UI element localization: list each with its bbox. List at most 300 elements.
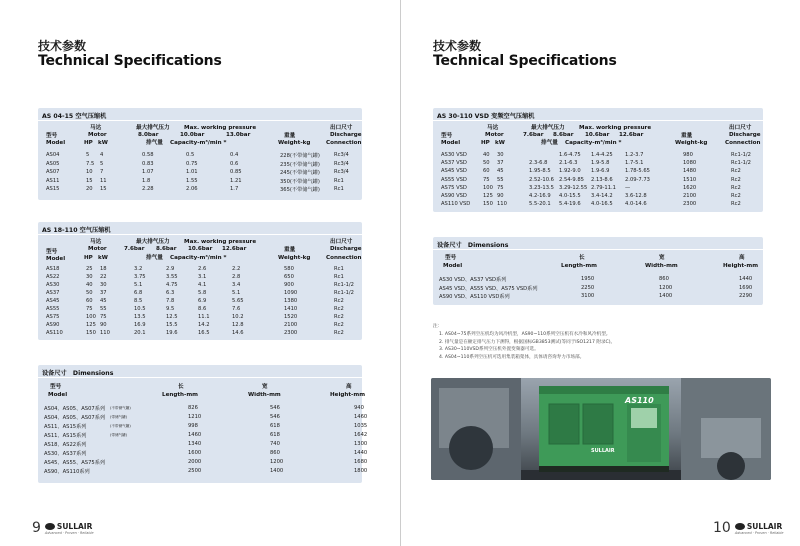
table-cell: 30 (497, 152, 504, 158)
table-row (38, 423, 368, 431)
table-row (38, 459, 368, 467)
brand-name: SULLAIR (56, 521, 93, 531)
table-cell: 3.2 (134, 266, 143, 272)
table-row (38, 290, 362, 298)
table-row (38, 152, 362, 160)
table-cell: 1480 (683, 168, 697, 175)
table-cell: 125 (483, 193, 493, 199)
brand-tagline: Advanced · Proven · Reliable (44, 530, 94, 535)
capacity-en: Capacity-m³/min * (170, 140, 227, 146)
pressure-zh: 最大排气压力 (136, 125, 170, 131)
table-cell: 13.5 (134, 314, 146, 320)
table-title: AS 30-110 VSD 变频空气压缩机 (433, 108, 763, 121)
table-cell: AS15 (46, 186, 60, 192)
table-cell: 1950 (581, 276, 595, 282)
table-row (433, 168, 763, 176)
table-cell: 4 (100, 152, 104, 158)
table-cell: 60 (483, 168, 490, 175)
weight-zh: 重量 (284, 247, 296, 253)
footnotes (433, 323, 763, 362)
table-cell: 5.1 (134, 282, 143, 288)
table-cell: 90 (100, 322, 107, 328)
table-cell: 40 (483, 152, 490, 158)
footnote-line: 注： (433, 324, 443, 329)
table-cell: 1.7 (230, 186, 239, 192)
table-cell: 940 (354, 405, 364, 411)
table-cell: 7 (100, 169, 104, 175)
table-cell: 3.6-12.8 (625, 193, 647, 199)
table-cell: Rc2 (334, 306, 344, 312)
table-cell: 826 (188, 405, 198, 411)
table-cell: AS04、AS05、AS07系列 (44, 415, 106, 421)
table-row (433, 185, 763, 193)
compressor-illustration (431, 378, 771, 480)
table-cell: AS45 (46, 298, 60, 304)
table-cell: 125 (86, 322, 96, 328)
weight-zh: 重量 (681, 133, 693, 139)
table-cell: 5.4-19.6 (559, 201, 581, 208)
table-row (433, 285, 763, 293)
model-en: Model (46, 256, 66, 262)
table-row (38, 432, 368, 440)
table-cell: 2500 (188, 468, 202, 474)
table-cell: 1460 (188, 432, 202, 438)
table-row (38, 414, 368, 422)
table-cell: 0.4 (230, 152, 239, 158)
discharge-zh: 出口尺寸 (330, 239, 353, 245)
model-en: Model (443, 263, 463, 269)
pressure-en: Max. working pressure (579, 125, 652, 131)
table-cell: 7.8 (166, 298, 175, 304)
table-row (433, 276, 763, 284)
table-cell: 1690 (739, 284, 753, 291)
table-cell: AS18 (46, 266, 60, 272)
table-cell: 228(不带储气罐) (280, 153, 320, 159)
table-row (433, 160, 763, 168)
table-cell: 100 (483, 184, 493, 191)
width-en: Width-mm (248, 392, 281, 398)
hp-header: HP (84, 255, 93, 261)
table-cell: 110 (497, 201, 507, 208)
table-cell: 75 (497, 184, 504, 191)
table-row (38, 450, 368, 458)
p2-header: 8.6bar (553, 132, 574, 138)
kw-header: kW (495, 140, 505, 146)
table-cell: Rc1 (334, 274, 344, 280)
table-cell: 10.5 (134, 306, 146, 312)
table-cell: 1300 (354, 441, 368, 447)
table-cell: AS37 (46, 290, 60, 296)
spec-table-as04-15 (38, 108, 362, 200)
connection-en: Connection (725, 140, 761, 146)
table-row (38, 178, 362, 186)
table-cell: 0.5 (186, 152, 195, 158)
footnote-line: 1. AS04~75系列空压机均为风冷机型，AS90~110系列空压机有水冷和风冷机型。 (439, 331, 611, 337)
table-cell: 4.0-15.5 (559, 193, 581, 199)
table-cell: 1.95-8.5 (529, 168, 551, 175)
machine-model-label: AS110 (625, 396, 654, 405)
table-title: 设备尺寸 Dimensions (38, 365, 362, 378)
table-cell: 110 (100, 330, 110, 336)
table-cell: 4.0-14.6 (625, 201, 647, 208)
table-row (38, 405, 362, 413)
table-cell: 580 (284, 266, 294, 272)
table-cell: AS90、AS110系列 (44, 469, 90, 475)
table-cell: 6.3 (166, 290, 175, 296)
table-cell: 1035 (354, 423, 368, 429)
model-zh: 型号 (441, 133, 453, 139)
page-number: 10 (713, 520, 731, 536)
weight-en: Weight-kg (278, 140, 311, 146)
table-cell: 1.78-5.65 (625, 168, 650, 175)
table-cell: 15.5 (166, 322, 178, 328)
height-zh: 高 (739, 255, 745, 261)
table-title: 设备尺寸 Dimensions (433, 237, 763, 250)
brand-tagline: Advanced · Proven · Reliable (734, 530, 784, 535)
footer (32, 520, 94, 536)
table-cell: Rc2 (334, 322, 344, 328)
table-row (38, 186, 362, 194)
table-cell: AS90 (46, 322, 60, 328)
table-cell: AS75 VSD (441, 184, 467, 191)
table-cell: AS04、AS05、AS07系列 (44, 406, 106, 412)
table-cell: — (625, 184, 631, 191)
table-cell: AS11、AS15系列 (44, 433, 87, 439)
table-cell: 980 (683, 152, 693, 158)
table-cell: 75 (86, 306, 93, 312)
table-row (433, 201, 763, 209)
table-cell: 50 (483, 160, 490, 167)
connection-en: Connection (326, 140, 362, 146)
table-cell: 5.65 (232, 298, 244, 304)
table-row (38, 161, 362, 169)
table-cell: 2.79-11.1 (591, 184, 616, 191)
table-cell: 8.5 (134, 298, 143, 304)
table-cell: AS30 (46, 282, 60, 288)
table-row (38, 322, 362, 330)
table-cell: 22 (100, 274, 107, 280)
table-row (38, 298, 362, 306)
table-cell: 2100 (284, 322, 298, 328)
table-cell: 1440 (739, 276, 753, 282)
table-cell: AS55 (46, 306, 60, 312)
page-number: 9 (32, 520, 41, 536)
table-cell: 4.75 (166, 282, 178, 288)
table-cell: 5.1 (232, 290, 241, 296)
table-cell: 45 (497, 168, 504, 175)
spec-table-as18-110 (38, 222, 362, 340)
table-cell: AS30 VSD (441, 152, 467, 158)
table-cell: 14.2 (198, 322, 210, 328)
table-cell: Rc1 (334, 186, 344, 192)
table-cell: 12.8 (232, 322, 244, 328)
table-cell: AS110 VSD (441, 201, 471, 208)
table-cell: Rc1-1/2 (334, 290, 354, 296)
table-cell: 2.52-10.6 (529, 176, 554, 183)
table-cell: Rc2 (731, 193, 741, 199)
table-cell: 1400 (659, 293, 673, 299)
table-cell: 1.07 (142, 169, 154, 175)
p4-header: 12.6bar (222, 246, 247, 252)
table-cell: AS75 (46, 314, 60, 320)
table-cell: AS22 (46, 274, 60, 280)
table-cell: 3.4 (232, 282, 241, 288)
logo-mark-icon (735, 523, 745, 530)
footer (713, 520, 783, 536)
discharge-zh: 出口尺寸 (729, 125, 752, 131)
table-cell: 16.5 (198, 330, 210, 336)
table-cell: 2.3-6.8 (529, 160, 548, 167)
table-cell: 1.01 (186, 169, 198, 175)
table-cell: 7.6 (232, 306, 241, 312)
table-cell: 2.1-6.3 (559, 160, 578, 167)
table-cell: 25 (86, 266, 93, 272)
hp-header: HP (481, 140, 490, 146)
table-cell: 1.21 (230, 177, 242, 184)
table-row (38, 441, 368, 449)
pressure-zh: 最大排气压力 (136, 239, 170, 245)
table-cell: 2.9 (166, 266, 175, 272)
p3-header: 10.6bar (188, 246, 213, 252)
sullair-logo (735, 522, 784, 535)
table-cell: 740 (270, 441, 280, 447)
height-en: Height-mm (723, 263, 759, 269)
table-cell: 1620 (683, 184, 697, 191)
length-en: Length-mm (561, 263, 597, 269)
table-cell: AS55 VSD (441, 176, 467, 183)
table-row (38, 314, 362, 322)
p2-header: 10.0bar (180, 132, 205, 138)
table-cell: 45 (100, 298, 107, 304)
discharge-en: Discharge (330, 246, 362, 252)
table-cell: Rc2 (731, 168, 741, 175)
discharge-en: Discharge (729, 132, 761, 138)
table-cell: 1200 (270, 459, 284, 465)
capacity-zh: 排气量 (146, 140, 163, 146)
table-cell: 1400 (270, 468, 284, 474)
table-cell: 1.7-5.1 (625, 160, 644, 167)
table-cell: 0.85 (230, 169, 242, 175)
table-cell: 1.4-4.25 (591, 152, 613, 158)
table-cell: Rc3/4 (334, 160, 349, 167)
table-cell: 20 (86, 186, 93, 192)
table-cell: 3.29-12.55 (559, 184, 588, 191)
table-cell: 5 (86, 152, 90, 158)
table-cell: 8.6 (198, 306, 207, 312)
length-zh: 长 (178, 384, 184, 390)
table-row (433, 193, 763, 201)
table-cell: 4.1 (198, 282, 207, 288)
model-en: Model (46, 140, 66, 146)
table-cell: 1410 (284, 306, 298, 312)
table-cell: 20.1 (134, 330, 146, 336)
capacity-zh: 排气量 (541, 140, 558, 146)
table-cell: 860 (659, 276, 669, 282)
table-cell: 245(不带储气罐) (280, 170, 320, 176)
spec-table-vsd (433, 108, 763, 212)
table-cell: 2290 (739, 293, 753, 299)
table-cell: 2.13-8.6 (591, 176, 613, 183)
p3-header: 13.0bar (226, 132, 251, 138)
compressor-photo (431, 378, 771, 480)
table-cell: 0.75 (186, 160, 198, 167)
table-cell: 5 (100, 160, 104, 167)
table-cell: 1800 (354, 468, 368, 474)
table-cell: 55 (100, 306, 107, 312)
table-cell: AS90 VSD、AS110 VSD系列 (439, 294, 510, 300)
table-cell: Rc1 (334, 177, 344, 184)
table-cell: Rc3/4 (334, 152, 349, 158)
table-cell: 2.8 (232, 274, 241, 280)
table-row (38, 169, 362, 177)
p4-header: 12.6bar (619, 132, 644, 138)
table-cell: 2.6 (198, 266, 207, 272)
motor-zh: 马达 (487, 125, 499, 131)
table-cell: 6.9 (198, 298, 207, 304)
table-cell: Rc1-1/2 (731, 160, 751, 167)
table-cell: 3100 (581, 293, 595, 299)
footnote-line: 3. AS30~110VSD系列空压机外置变频器可选。 (439, 347, 539, 353)
table-row (38, 330, 362, 338)
table-cell: 3.23-13.5 (529, 184, 554, 191)
p2-header: 8.6bar (156, 246, 177, 252)
table-cell: Rc1 (334, 266, 344, 272)
table-cell: 2.54-9.85 (559, 176, 584, 183)
table-cell: 1210 (188, 414, 202, 420)
table-cell: 860 (270, 450, 280, 456)
table-cell: 6.8 (134, 290, 143, 296)
table-cell: 650 (284, 274, 294, 280)
table-cell: 11 (100, 177, 107, 184)
width-zh: 宽 (659, 255, 665, 261)
height-zh: 高 (346, 384, 352, 390)
table-cell: 0.83 (142, 160, 154, 167)
page-title-en: Technical Specifications (38, 53, 222, 69)
table-cell: 2000 (188, 459, 202, 465)
table-cell: 1.9-5.8 (591, 160, 610, 167)
table-title: AS 18-110 空气压缩机 (38, 222, 362, 235)
table-cell: 0.58 (142, 152, 154, 158)
table-cell: 10.2 (232, 314, 244, 320)
table-cell: 5.5-20.1 (529, 201, 551, 208)
table-cell: AS04 (46, 152, 60, 158)
table-cell: 3.4-14.2 (591, 193, 613, 199)
table-cell: 365(不带储气罐) (280, 187, 320, 193)
table-cell: 1340 (188, 441, 202, 447)
motor-en: Motor (88, 132, 107, 138)
table-cell: AS45 VSD (441, 168, 467, 175)
motor-zh: 马达 (90, 125, 102, 131)
table-cell: 10 (86, 169, 93, 175)
table-cell: 2250 (581, 284, 595, 291)
table-cell: Rc2 (731, 184, 741, 191)
p1-header: 8.0bar (138, 132, 159, 138)
table-title: AS 04-15 空气压缩机 (38, 108, 362, 121)
weight-zh: 重量 (284, 133, 296, 139)
model-zh: 型号 (46, 249, 58, 255)
table-cell: 30 (100, 282, 107, 288)
table-cell: 14.6 (232, 330, 244, 336)
hp-header: HP (84, 140, 93, 146)
table-cell: 350(不带储气罐) (280, 178, 320, 185)
table-cell: 1440 (354, 450, 368, 456)
table-cell: AS11、AS15系列 (44, 424, 87, 430)
table-cell: AS30、AS37系列 (44, 451, 87, 457)
table-cell: 1.9-6.9 (591, 168, 610, 175)
motor-en: Motor (485, 132, 504, 138)
table-row (38, 282, 362, 290)
model-en: Model (441, 140, 461, 146)
table-cell: Rc2 (334, 330, 344, 336)
page-title-zh: 技术参数 (38, 39, 87, 53)
model-zh: 型号 (50, 384, 62, 390)
table-cell: AS110 (46, 330, 63, 336)
table-cell: AS45 VSD、AS55 VSD、AS75 VSD系列 (439, 285, 538, 292)
table-cell: 1090 (284, 290, 298, 296)
table-row (433, 177, 763, 185)
table-cell: 60 (86, 298, 93, 304)
length-en: Length-mm (162, 392, 198, 398)
table-cell: 1380 (284, 298, 298, 304)
table-cell: 1680 (354, 459, 368, 465)
table-cell: 9.5 (166, 306, 175, 312)
table-cell: 998 (188, 423, 198, 429)
table-cell: 50 (86, 290, 93, 296)
table-row (433, 293, 763, 301)
machine-brand-label: SULLAIR (591, 448, 615, 454)
table-cell: 2.28 (142, 186, 154, 192)
dimensions-table-left (38, 365, 368, 483)
table-cell: 1.8 (142, 177, 151, 184)
table-row (433, 152, 763, 160)
table-cell-note: (带储气罐) (110, 433, 128, 437)
table-cell: 1.55 (186, 177, 198, 184)
p1-header: 7.6bar (523, 132, 544, 138)
table-cell: 900 (284, 282, 294, 288)
table-cell: AS30 VSD、AS37 VSD系列 (439, 277, 507, 283)
table-cell: 37 (497, 160, 504, 167)
table-cell: 40 (86, 282, 93, 288)
table-cell: 1600 (188, 450, 202, 456)
table-cell-note: (不带储气罐) (110, 424, 131, 428)
model-zh: 型号 (445, 255, 457, 261)
table-cell: 15 (86, 177, 93, 184)
table-cell: 2300 (683, 201, 697, 208)
footnote-line: 4. AS04~110系列空压机可选用集装箱架体，具体请咨询寿力市场部。 (439, 355, 585, 361)
weight-en: Weight-kg (675, 140, 708, 146)
sullair-logo (45, 522, 94, 535)
table-cell: 100 (86, 314, 96, 320)
motor-en: Motor (88, 246, 107, 252)
table-cell: 1.92-9.0 (559, 168, 581, 175)
capacity-zh: 排气量 (146, 255, 163, 261)
table-row (38, 468, 368, 476)
table-cell: 12.5 (166, 314, 178, 320)
table-cell: Rc2 (334, 298, 344, 304)
table-cell: 1510 (683, 176, 697, 183)
table-cell: 55 (497, 176, 504, 183)
table-cell: 16.9 (134, 322, 146, 328)
connection-en: Connection (326, 255, 362, 261)
table-cell: 15 (100, 186, 107, 192)
table-cell: 19.6 (166, 330, 178, 336)
table-cell: AS11 (46, 177, 60, 184)
dimensions-table-right (433, 237, 763, 305)
table-cell: 2100 (683, 193, 697, 199)
table-cell: AS90 VSD (441, 193, 467, 199)
table-row (38, 266, 362, 274)
table-cell: 3.55 (166, 274, 178, 280)
